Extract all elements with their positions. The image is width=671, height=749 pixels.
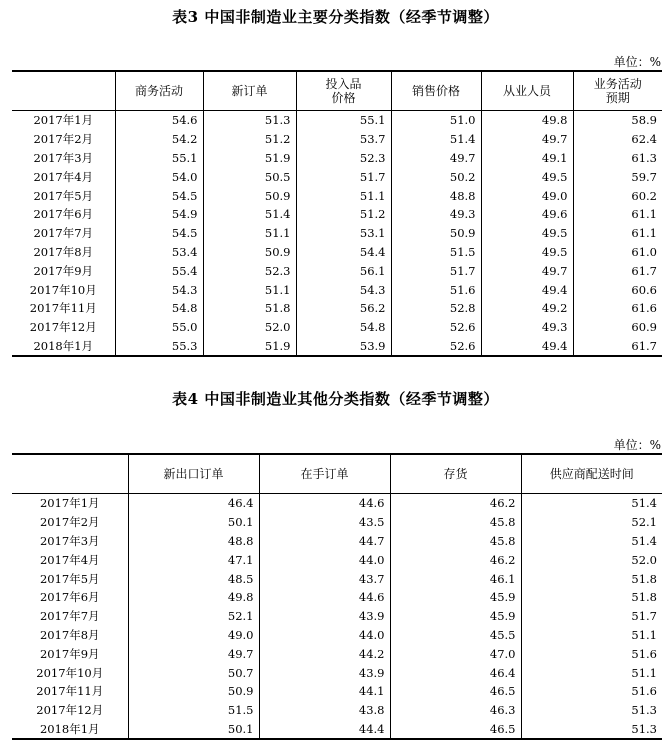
table3-cell: 50.9 xyxy=(203,243,296,262)
table3-row xyxy=(12,130,662,149)
table3-cell: 61.3 xyxy=(631,150,657,165)
table4-cell: 48.8 xyxy=(128,532,259,551)
table3-cell: 59.7 xyxy=(631,169,657,184)
table4-row-label: 2017年12月 xyxy=(12,701,128,720)
table3-cell: 53.4 xyxy=(115,243,203,262)
table3-cell: 54.8 xyxy=(296,318,391,337)
table3-cell: 53.7 xyxy=(296,130,391,149)
table3-cell: 51.4 xyxy=(203,205,296,224)
table3-row-label: 2017年1月 xyxy=(12,111,115,130)
table3-cell: 50.5 xyxy=(203,167,296,186)
table4-cell: 46.3 xyxy=(390,701,521,720)
table4-cell: 51.6 xyxy=(631,684,657,699)
table4-cell: 45.5 xyxy=(390,626,521,645)
table3-cell: 54.6 xyxy=(115,111,203,130)
table4-cell: 51.8 xyxy=(631,590,657,605)
table4-header-cell: 新出口订单 xyxy=(128,454,259,494)
table4-cell: 47.0 xyxy=(390,644,521,663)
table4-cell: 44.0 xyxy=(259,626,390,645)
table3-cell: 61.7 xyxy=(631,263,657,278)
table3-row xyxy=(12,318,662,337)
table3-cell: 58.9 xyxy=(631,113,657,128)
table3-cell: 49.8 xyxy=(481,111,573,130)
table4-cell: 43.9 xyxy=(259,607,390,626)
table4-cell: 43.9 xyxy=(259,663,390,682)
table3-cell: 52.6 xyxy=(391,318,481,337)
table3-cell: 55.0 xyxy=(115,318,203,337)
table3-cell: 49.6 xyxy=(481,205,573,224)
table3-cell: 55.1 xyxy=(296,111,391,130)
table4-cell: 43.5 xyxy=(259,513,390,532)
table4-cell: 44.1 xyxy=(259,682,390,701)
table3-header-cell xyxy=(12,71,115,111)
table3 xyxy=(12,70,662,357)
table3-cell: 51.2 xyxy=(296,205,391,224)
table3-cell: 54.5 xyxy=(115,186,203,205)
table3-cell: 51.8 xyxy=(203,299,296,318)
table3-row xyxy=(12,337,662,357)
table3-row-label: 2017年10月 xyxy=(12,280,115,299)
table3-cell: 60.9 xyxy=(631,320,657,335)
table4-cell: 45.8 xyxy=(390,532,521,551)
table3-cell: 51.7 xyxy=(296,167,391,186)
table3-row xyxy=(12,186,662,205)
table4-cell: 46.5 xyxy=(390,720,521,740)
table4-row xyxy=(12,607,662,626)
table4-row xyxy=(12,626,662,645)
table3-cell: 49.0 xyxy=(481,186,573,205)
table4-row xyxy=(12,569,662,588)
table3-cell: 49.3 xyxy=(481,318,573,337)
table3-cell: 50.9 xyxy=(391,224,481,243)
table4-cell: 43.7 xyxy=(259,569,390,588)
table3-title: 表3 中国非制造业主要分类指数（经季节调整） xyxy=(172,8,499,26)
table4-cell: 46.1 xyxy=(390,569,521,588)
table3-cell: 60.2 xyxy=(631,188,657,203)
table4-row xyxy=(12,682,662,701)
table3-cell: 60.6 xyxy=(631,282,657,297)
table3-cell: 53.9 xyxy=(296,337,391,357)
table3-cell: 49.3 xyxy=(391,205,481,224)
table3-cell: 49.7 xyxy=(481,130,573,149)
table3-cell: 51.7 xyxy=(391,261,481,280)
table3-header-row xyxy=(12,71,662,111)
table3-cell: 51.6 xyxy=(391,280,481,299)
table3-row-label: 2017年8月 xyxy=(12,243,115,262)
table3-cell: 48.8 xyxy=(391,186,481,205)
table4-row-label: 2017年8月 xyxy=(12,626,128,645)
table3-cell: 49.5 xyxy=(481,243,573,262)
table4-row-label: 2017年6月 xyxy=(12,588,128,607)
table4-cell: 52.1 xyxy=(631,515,657,530)
table4-cell: 49.7 xyxy=(128,644,259,663)
table4-cell: 44.6 xyxy=(259,494,390,513)
table3-cell: 49.4 xyxy=(481,280,573,299)
table4-row-label: 2017年10月 xyxy=(12,663,128,682)
table4-cell: 52.0 xyxy=(631,552,657,567)
table3-row-label: 2017年2月 xyxy=(12,130,115,149)
table3-row-label: 2017年12月 xyxy=(12,318,115,337)
table3-cell: 49.2 xyxy=(481,299,573,318)
table4-cell: 51.7 xyxy=(631,609,657,624)
table4-cell: 45.8 xyxy=(390,513,521,532)
table3-cell: 49.7 xyxy=(391,149,481,168)
table4-cell: 49.0 xyxy=(128,626,259,645)
table3-cell: 55.1 xyxy=(115,149,203,168)
table3-row xyxy=(12,167,662,186)
table3-cell: 62.4 xyxy=(631,132,657,147)
table4-row xyxy=(12,550,662,569)
table3-cell: 49.7 xyxy=(481,261,573,280)
table4-cell: 51.4 xyxy=(631,533,657,548)
table4-cell: 44.6 xyxy=(259,588,390,607)
table4-row-label: 2017年9月 xyxy=(12,644,128,663)
table3-cell: 55.4 xyxy=(115,261,203,280)
table4-row-label: 2017年4月 xyxy=(12,550,128,569)
table3-unit: 单位：% xyxy=(613,55,661,69)
table4-cell: 48.5 xyxy=(128,569,259,588)
table3-cell: 52.8 xyxy=(391,299,481,318)
table3-cell: 51.9 xyxy=(203,149,296,168)
table3-cell: 52.3 xyxy=(296,149,391,168)
table3-cell: 50.2 xyxy=(391,167,481,186)
table3-cell: 54.3 xyxy=(296,280,391,299)
table4-header-cell: 在手订单 xyxy=(259,454,390,494)
table3-cell: 52.0 xyxy=(203,318,296,337)
table4-cell: 44.7 xyxy=(259,532,390,551)
table4-row xyxy=(12,513,662,532)
table3-cell: 54.5 xyxy=(115,224,203,243)
table4-row-label: 2017年7月 xyxy=(12,607,128,626)
table4-cell: 51.3 xyxy=(521,720,662,740)
table3-row-label: 2017年5月 xyxy=(12,186,115,205)
table3-cell: 54.0 xyxy=(115,167,203,186)
table3-cell: 51.5 xyxy=(391,243,481,262)
table3-cell: 56.2 xyxy=(296,299,391,318)
table3-cell: 49.5 xyxy=(481,224,573,243)
table4-header-cell: 存货 xyxy=(390,454,521,494)
table4-row-label: 2017年11月 xyxy=(12,682,128,701)
table4-cell: 51.6 xyxy=(631,646,657,661)
table3-row-label: 2017年9月 xyxy=(12,261,115,280)
table4-cell: 51.1 xyxy=(631,665,657,680)
table3-header-cell: 业务活动 预期 xyxy=(573,71,662,111)
table3-row-label: 2017年4月 xyxy=(12,167,115,186)
table3-cell: 61.7 xyxy=(573,337,662,357)
table4-row-label: 2017年1月 xyxy=(12,494,128,513)
table4-cell: 49.8 xyxy=(128,588,259,607)
table3-cell: 49.1 xyxy=(481,149,573,168)
table3-row xyxy=(12,280,662,299)
table3-cell: 49.5 xyxy=(481,167,573,186)
table3-cell: 51.0 xyxy=(391,111,481,130)
table4-row xyxy=(12,494,662,513)
table4-cell: 51.3 xyxy=(631,703,657,718)
table4-cell: 44.2 xyxy=(259,644,390,663)
table3-cell: 51.2 xyxy=(203,130,296,149)
table3-cell: 54.9 xyxy=(115,205,203,224)
table3-cell: 49.4 xyxy=(481,337,573,357)
table3-cell: 51.1 xyxy=(203,224,296,243)
table3-cell: 61.1 xyxy=(631,226,657,241)
table3-cell: 50.9 xyxy=(203,186,296,205)
table3-row xyxy=(12,243,662,262)
table4-row-label: 2018年1月 xyxy=(12,720,128,740)
table4-row-label: 2017年3月 xyxy=(12,532,128,551)
table3-header-cell: 销售价格 xyxy=(391,71,481,111)
table4-cell: 51.4 xyxy=(631,496,657,511)
table3-row xyxy=(12,224,662,243)
table4-unit: 单位：% xyxy=(613,438,661,452)
table3-cell: 52.3 xyxy=(203,261,296,280)
table4-cell: 51.5 xyxy=(128,701,259,720)
table3-cell: 51.3 xyxy=(203,111,296,130)
table4-cell: 45.9 xyxy=(390,607,521,626)
table3-cell: 54.3 xyxy=(115,280,203,299)
table3-cell: 54.4 xyxy=(296,243,391,262)
table3-row-label: 2017年6月 xyxy=(12,205,115,224)
table3-cell: 54.2 xyxy=(115,130,203,149)
table3-cell: 51.1 xyxy=(296,186,391,205)
table4-cell: 50.9 xyxy=(128,682,259,701)
table4-row xyxy=(12,588,662,607)
table4-cell: 44.0 xyxy=(259,550,390,569)
table4-cell: 50.1 xyxy=(128,513,259,532)
table4-cell: 47.1 xyxy=(128,550,259,569)
table3-cell: 51.4 xyxy=(391,130,481,149)
table3-header-cell: 从业人员 xyxy=(481,71,573,111)
table4-row-label: 2017年5月 xyxy=(12,569,128,588)
table3-row xyxy=(12,205,662,224)
table3-cell: 51.1 xyxy=(203,280,296,299)
table4-cell: 51.1 xyxy=(631,627,657,642)
table4-title: 表4 中国非制造业其他分类指数（经季节调整） xyxy=(172,390,499,408)
table4-row-label: 2017年2月 xyxy=(12,513,128,532)
table4-cell: 50.7 xyxy=(128,663,259,682)
table4-row xyxy=(12,532,662,551)
table3-row-label: 2017年11月 xyxy=(12,299,115,318)
table4-row xyxy=(12,701,662,720)
table3-header-cell: 投入品 价格 xyxy=(296,71,391,111)
table4-cell: 50.1 xyxy=(128,720,259,740)
table4-header-cell: 供应商配送时间 xyxy=(521,454,662,494)
table4-cell: 46.2 xyxy=(390,550,521,569)
table4-row xyxy=(12,663,662,682)
table3-row xyxy=(12,261,662,280)
table3-cell: 54.8 xyxy=(115,299,203,318)
table4-cell: 44.4 xyxy=(259,720,390,740)
table3-cell: 56.1 xyxy=(296,261,391,280)
table4-header-row xyxy=(12,454,662,494)
table4-cell: 52.1 xyxy=(128,607,259,626)
table4-cell: 46.5 xyxy=(390,682,521,701)
table4-row xyxy=(12,644,662,663)
table3-cell: 61.1 xyxy=(631,207,657,222)
table3-row xyxy=(12,149,662,168)
table4-cell: 46.4 xyxy=(128,494,259,513)
table3-header-cell: 新订单 xyxy=(203,71,296,111)
table3-header-cell: 商务活动 xyxy=(115,71,203,111)
table3-row-label: 2017年7月 xyxy=(12,224,115,243)
table4-header-cell xyxy=(12,454,128,494)
table3-cell: 52.6 xyxy=(391,337,481,357)
table3-row-label: 2018年1月 xyxy=(12,337,115,357)
table3-cell: 61.0 xyxy=(631,244,657,259)
table4-cell: 51.8 xyxy=(631,571,657,586)
table4-cell: 46.4 xyxy=(390,663,521,682)
table3-row xyxy=(12,299,662,318)
table3-cell: 55.3 xyxy=(115,337,203,357)
table3-row-label: 2017年3月 xyxy=(12,149,115,168)
table4 xyxy=(12,453,662,740)
table3-row xyxy=(12,111,662,130)
table3-cell: 53.1 xyxy=(296,224,391,243)
table4-cell: 43.8 xyxy=(259,701,390,720)
table4-cell: 46.2 xyxy=(390,494,521,513)
table4-cell: 45.9 xyxy=(390,588,521,607)
table4-row xyxy=(12,720,662,740)
table3-cell: 51.9 xyxy=(203,337,296,357)
table3-cell: 61.6 xyxy=(631,301,657,316)
